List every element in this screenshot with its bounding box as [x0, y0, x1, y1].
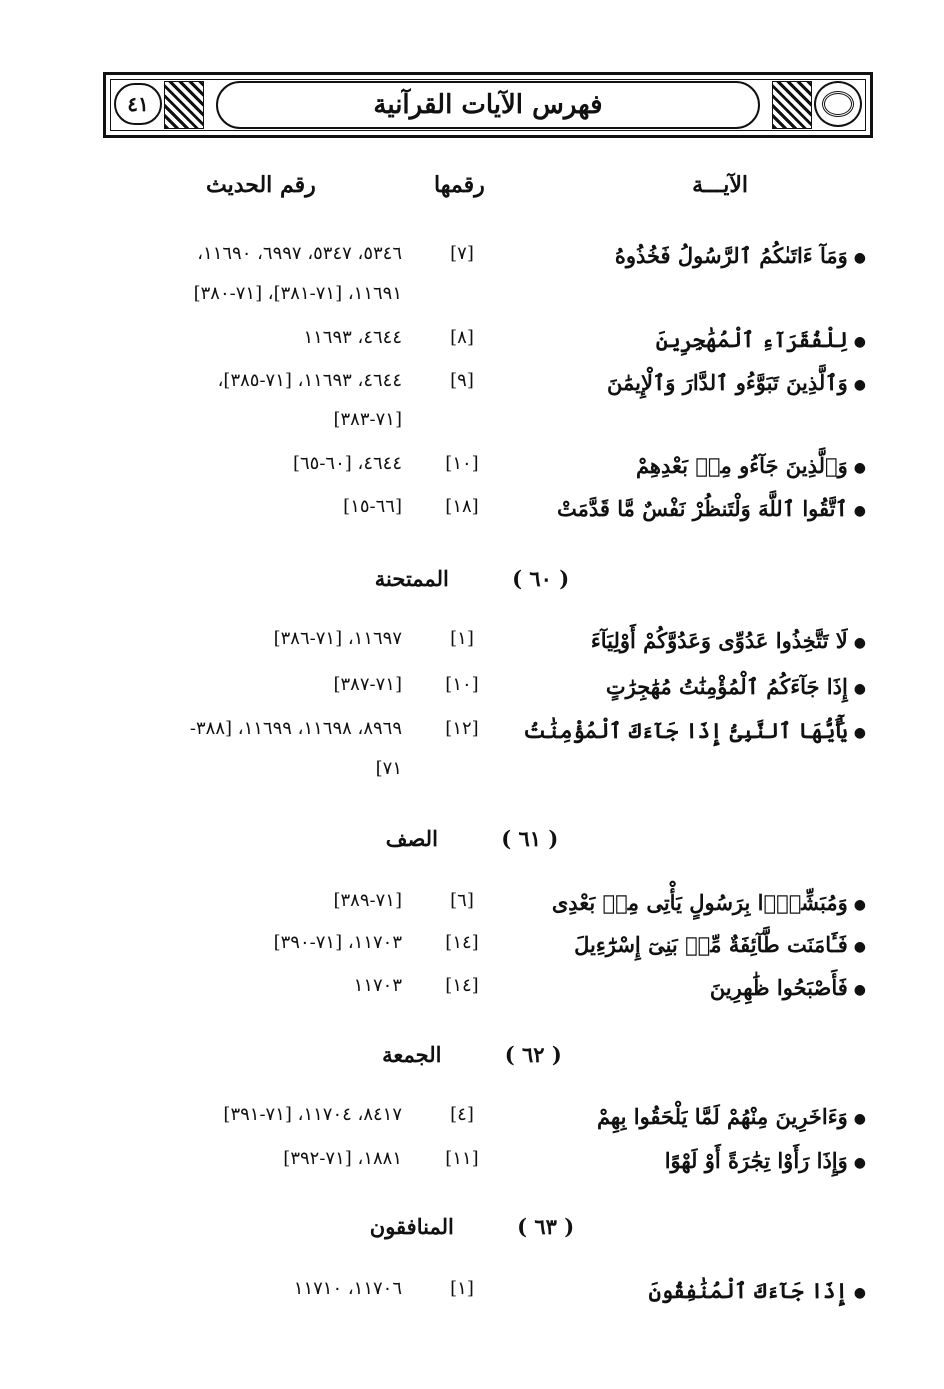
hadith-numbers: [٧١-٣٨٩] [333, 890, 402, 911]
verse-number: [١] [450, 628, 474, 649]
list-item [0, 890, 944, 920]
hadith-numbers: ١١٦٩٧، [٧١-٣٨٦] [273, 628, 402, 649]
list-item [0, 1104, 944, 1134]
list-item [0, 496, 944, 526]
verse-text: ●لِلْفُقَرَآءِ ٱلْمُهَٰجِرِينَ [655, 327, 866, 352]
verse-number: [٨] [450, 327, 474, 348]
bullet-icon: ● [853, 1110, 866, 1127]
bullet-icon: ● [853, 1154, 866, 1171]
section-title: ( ٦١ ) الصف [385, 826, 559, 851]
section-title: ( ٦٣ ) المنافقون [369, 1214, 575, 1239]
verse-text: ●وَءَاخَرِينَ مِنْهُمْ لَمَّا يَلْحَقُوا بِهِمْ [596, 1104, 866, 1129]
bullet-icon: ● [853, 981, 866, 998]
section-title: ( ٦٢ ) الجمعة [382, 1042, 562, 1067]
page-header [103, 72, 873, 138]
list-item [0, 453, 944, 483]
verse-number: [١٢] [445, 718, 479, 739]
verse-text: ●وَٱلَّذِينَ جَآءُو مِنۢ بَعْدِهِمْ [635, 453, 866, 478]
column-header-verse: الآيـــة [692, 172, 748, 198]
verse-text: ●ٱتَّقُوا ٱللَّهَ وَلْتَنظُرْ نَفْسٌ مَّا قَدَّمَتْ [557, 496, 866, 521]
verse-number: [٧] [450, 243, 474, 264]
list-item [0, 932, 944, 962]
bullet-icon: ● [853, 724, 866, 741]
verse-number: [١٤] [445, 975, 479, 996]
verse-number: [٤] [450, 1104, 474, 1125]
hadith-numbers: ٨٩٦٩، ١١٦٩٨، ١١٦٩٩، [٣٨٨- [189, 718, 402, 739]
verse-number: [١٠] [445, 674, 479, 695]
verse-text: ●لَا تَتَّخِذُوا عَدُوِّى وَعَدُوَّكُمْ أَوْلِيَآءَ [590, 628, 866, 653]
bullet-icon: ● [853, 680, 866, 697]
hadith-numbers: ١١٧٠٣ [353, 975, 402, 996]
verse-text: ●إِذَا جَآءَكَ ٱلْمُنَٰفِقُونَ [648, 1278, 866, 1303]
section-title: ( ٦٠ ) الممتحنة [374, 566, 570, 591]
page-title: فهرس الآيات القرآنية [216, 81, 760, 129]
list-item [0, 975, 944, 1005]
bullet-icon: ● [853, 502, 866, 519]
hadith-numbers: ١١٧٠٦، ١١٧١٠ [293, 1278, 402, 1299]
bullet-icon: ● [853, 896, 866, 913]
list-item [0, 718, 944, 748]
hadith-numbers: ٤٦٤٤، ١١٦٩٣ [303, 327, 402, 348]
list-item [0, 370, 944, 400]
verse-text: ●وَمُبَشِّرًۢا بِرَسُولٍ يَأْتِى مِنۢ بَعْدِى [551, 890, 866, 915]
hadith-numbers-continued: [٧١-٣٨٣] [333, 409, 402, 430]
logo-mark-icon [822, 91, 854, 117]
hadith-numbers: ٤٦٤٤، ١١٦٩٣، [٧١-٣٨٥]، [217, 370, 402, 391]
verse-number: [١٠] [445, 453, 479, 474]
bullet-icon: ● [853, 938, 866, 955]
bullet-icon: ● [853, 1284, 866, 1301]
list-item [0, 243, 944, 273]
verse-text: ●وَإِذَا رَأَوْا تِجَٰرَةً أَوْ لَهْوًا [664, 1148, 866, 1173]
bullet-icon: ● [853, 333, 866, 350]
bullet-icon: ● [853, 249, 866, 266]
bullet-icon: ● [853, 376, 866, 393]
ornament-right [772, 81, 812, 129]
column-header-number: رقمها [434, 172, 485, 198]
verse-text: ●وَمَآ ءَاتَىٰكُمُ ٱلرَّسُولُ فَخُذُوهُ [614, 243, 866, 268]
list-item [0, 1148, 944, 1178]
bullet-icon: ● [853, 459, 866, 476]
hadith-numbers: ٨٤١٧، ١١٧٠٤، [٧١-٣٩١] [223, 1104, 402, 1125]
hadith-numbers: [٧١-٣٨٧] [333, 674, 402, 695]
page-number: ٤١ [114, 83, 162, 125]
verse-number: [١١] [445, 1148, 479, 1169]
verse-text: ●إِذَا جَآءَكُمُ ٱلْمُؤْمِنَٰتُ مُهَٰجِرَٰتٍ [605, 674, 866, 699]
list-item [0, 327, 944, 357]
verse-number: [٩] [450, 370, 474, 391]
verse-number: [١٤] [445, 932, 479, 953]
verse-number: [١٨] [445, 496, 479, 517]
hadith-numbers: ٥٣٤٦، ٥٣٤٧، ٦٩٩٧، ١١٦٩٠، [197, 243, 402, 264]
hadith-numbers: ١٨٨١، [٧١-٣٩٢] [283, 1148, 402, 1169]
verse-text: ●فَأَصْبَحُوا ظَٰهِرِينَ [709, 975, 866, 1000]
ornament-left [164, 81, 204, 129]
hadith-numbers: ٤٦٤٤، [٦٠-٦٥] [292, 453, 402, 474]
hadith-numbers-continued: ١١٦٩١، [٧١-٣٨١]، [٧١-٣٨٠] [193, 283, 402, 304]
hadith-numbers-continued: ٧١] [375, 758, 402, 779]
hadith-numbers: [٦٦-١٥] [343, 496, 402, 517]
hadith-numbers: ١١٧٠٣، [٧١-٣٩٠] [273, 932, 402, 953]
verse-text: ●يَٰٓأَيُّهَا ٱلنَّبِىُّ إِذَا جَآءَكَ ٱلْمُؤْمِنَٰتُ [523, 718, 866, 743]
bullet-icon: ● [853, 634, 866, 651]
verse-text: ●وَٱلَّذِينَ تَبَوَّءُو ٱلدَّارَ وَٱلْإِيمَٰنَ [607, 370, 866, 395]
verse-number: [٦] [450, 890, 474, 911]
verse-text: ●فَـَٔامَنَت طَّآئِفَةٌ مِّنۢ بَنِىٓ إِسْرَٰٓءِيلَ [574, 932, 866, 957]
list-item [0, 1278, 944, 1308]
column-header-hadith: رقم الحديث [206, 172, 316, 198]
list-item [0, 674, 944, 704]
verse-number: [١] [450, 1278, 474, 1299]
publisher-logo [814, 81, 862, 127]
list-item [0, 628, 944, 658]
